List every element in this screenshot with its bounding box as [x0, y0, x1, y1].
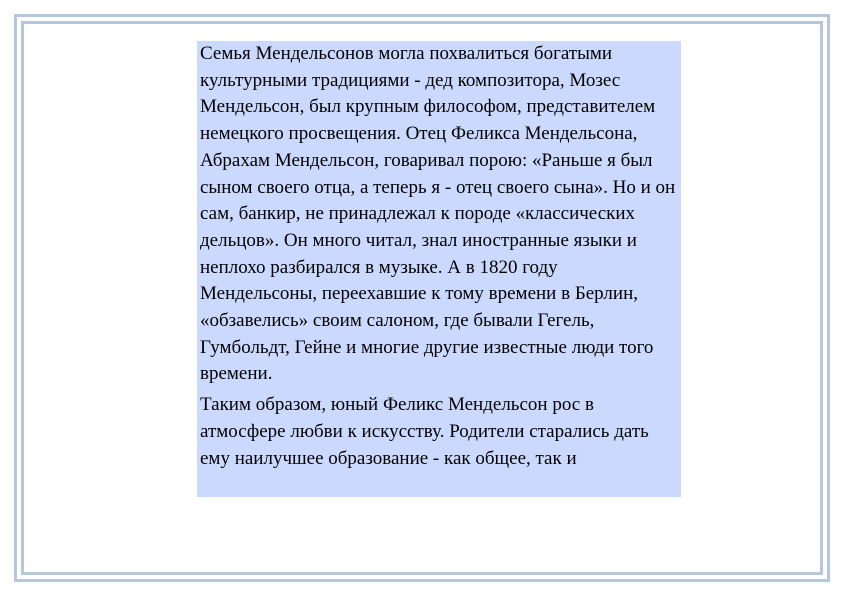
paragraph-upbringing: Таким образом, юный Феликс Мендельсон рос в атмосфере любви к искусству. Родители старались дать ему наилучшее образование - как общее, так и	[200, 394, 649, 469]
text-block	[197, 41, 681, 497]
paragraph-family-history: Семья Мендельсонов могла похвалиться богатыми культурными традициями - дед композитора, Мозес Мендельсон, был крупным философом, представителем немецкого просвещения. Отец Феликса Мендельсона, Абрахам Мендельсон, говаривал порою: «Раньше я был сыном своего отца, а теперь я - отец своего сына». Но и он сам, банкир, не принадлежал к породе «классических дельцов». Он много читал, знал иностранные языки и неплохо разбирался в музыке. А в 1820 году Мендельсоны, переехавшие к тому времени в Берлин, «обзавелись» своим салоном, где бывали Гегель, Гумбольдт, Гейне и многие другие известные люди того времени.	[200, 43, 676, 385]
